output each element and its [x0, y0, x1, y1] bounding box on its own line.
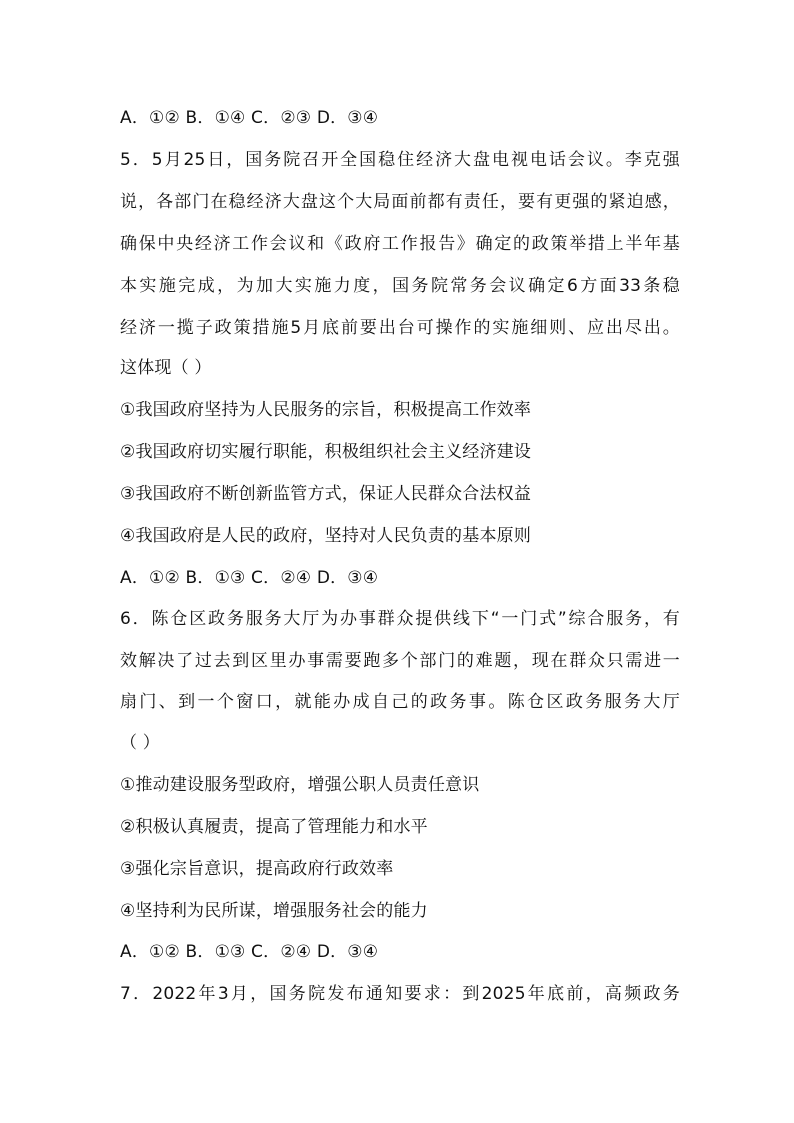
q5-statement-4: ④我国政府是人民的政府，坚持对人民负责的基本原则	[120, 526, 532, 546]
q6-stem-line-1: 6．陈仓区政务服务大厅为办事群众提供线下“一门式”综合服务，有	[120, 609, 680, 629]
q5-stem-line-4: 本实施完成，为加大实施力度，国务院常务会议确定6方面33条稳	[120, 276, 680, 296]
q5-stem-line-1: 5．5月25日，国务院召开全国稳住经济大盘电视电话会议。李克强	[120, 150, 680, 170]
q6-statement-3: ③强化宗旨意识，提高政府行政效率	[120, 859, 394, 879]
q5-stem-line-6: 这体现（ ）	[120, 358, 212, 378]
q5-statement-3: ③我国政府不断创新监管方式，保证人民群众合法权益	[120, 484, 532, 504]
q6-statement-2: ②积极认真履责，提高了管理能力和水平	[120, 817, 428, 837]
q5-statement-2: ②我国政府切实履行职能，积极组织社会主义经济建设	[120, 442, 532, 462]
q4-options: A．①② B．①④ C．②③ D．③④	[120, 108, 379, 128]
q5-stem-line-5: 经济一揽子政策措施5月底前要出台可操作的实施细则、应出尽出。	[120, 318, 680, 338]
q6-stem-line-3: 扇门、到一个窗口，就能办成自己的政务事。陈仓区政务服务大厅	[120, 692, 680, 712]
q5-statement-1: ①我国政府坚持为人民服务的宗旨，积极提高工作效率	[120, 400, 532, 420]
q5-stem-line-2: 说，各部门在稳经济大盘这个大局面前都有责任，要有更强的紧迫感，	[120, 192, 680, 212]
q6-stem-line-4: （ ）	[120, 733, 161, 753]
q6-statement-1: ①推动建设服务型政府，增强公职人员责任意识	[120, 775, 480, 795]
q5-stem-line-3: 确保中央经济工作会议和《政府工作报告》确定的政策举措上半年基	[120, 234, 680, 254]
q6-stem-line-2: 效解决了过去到区里办事需要跑多个部门的难题，现在群众只需进一	[120, 651, 680, 671]
q6-statement-4: ④坚持利为民所谋，增强服务社会的能力	[120, 901, 428, 921]
q7-stem-line-1: 7．2022年3月，国务院发布通知要求：到2025年底前，高频政务	[120, 984, 680, 1004]
q5-options: A．①② B．①③ C．②④ D．③④	[120, 568, 379, 588]
q6-options: A．①② B．①③ C．②④ D．③④	[120, 942, 379, 962]
